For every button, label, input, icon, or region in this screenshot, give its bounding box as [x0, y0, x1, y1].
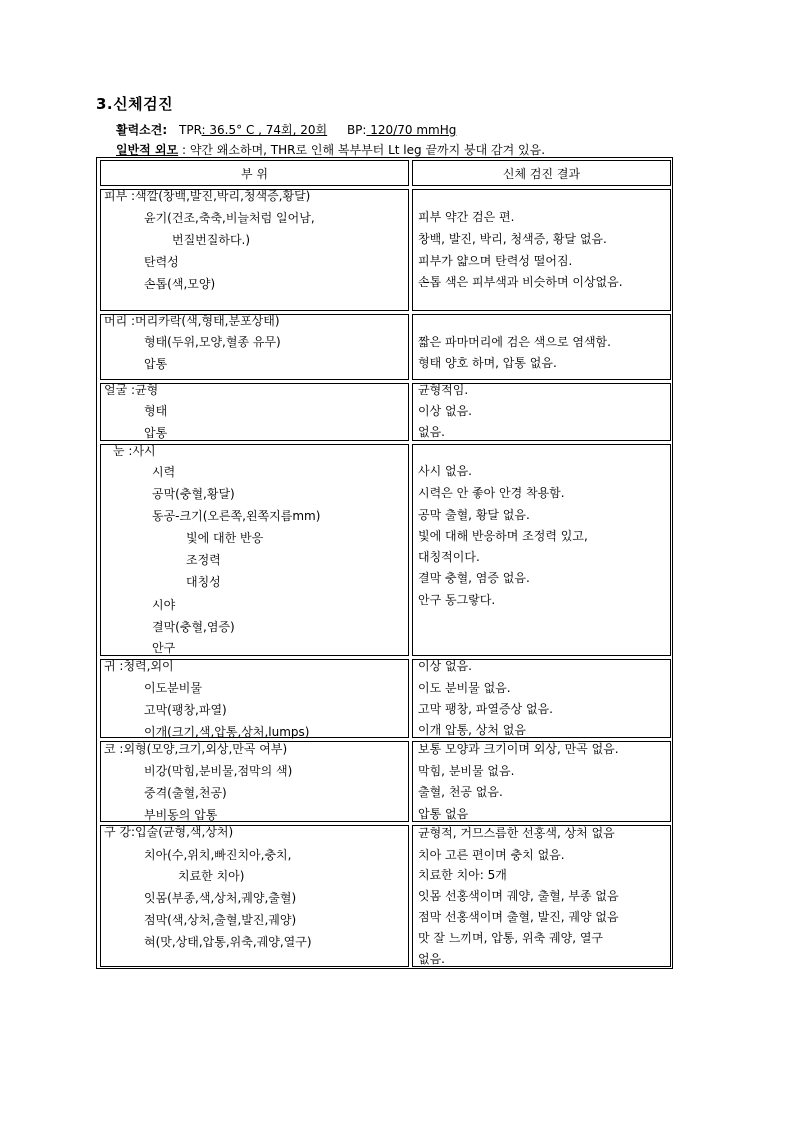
- face-left-line: 압통: [144, 426, 168, 440]
- nose-right-line: 압통 없음: [418, 807, 469, 821]
- eye-right-line: 사시 없음.: [418, 464, 472, 478]
- skin-left-line: 윤기(건조,축축,비늘처럼 일어남,: [144, 211, 315, 225]
- bp-value: 120/70 mmHg: [366, 123, 457, 137]
- head-right-line: 짧은 파마머리에 검은 색으로 염색함.: [418, 335, 611, 349]
- head-left-line: 압통: [144, 357, 168, 371]
- eye-left-line: 시야: [152, 598, 176, 612]
- nose-left-line: 코 :외형(모양,크기,외상,만곡 여부): [104, 742, 288, 756]
- skin-left-line: 피부 :색깔(창백,발진,박리,청색증,황달): [104, 189, 311, 203]
- eye-left-line: 동공-크기(오른쪽,왼쪽지름mm): [152, 509, 321, 523]
- face-right-line: 균형적임.: [418, 383, 469, 397]
- eye-left-line: 조정력: [186, 553, 221, 567]
- mouth-left-line: 치아(수,위치,빠진치아,충치,: [144, 848, 292, 862]
- head-left-line: 머리 :머리카락(색,형태,분포상태): [104, 314, 280, 328]
- ear-right-line: 이상 없음.: [418, 659, 472, 673]
- eye-left-line: 대칭성: [186, 575, 221, 589]
- head-left-line: 형태(두위,모양,혈종 유무): [144, 335, 281, 349]
- header-left: 부 위: [100, 160, 409, 186]
- eye-right-line: 공막 출혈, 황달 없음.: [418, 508, 530, 522]
- exam-table: [96, 157, 673, 969]
- eye-left-cell: [100, 444, 409, 656]
- appearance-label: 일반적 외모: [116, 143, 179, 157]
- nose-right-line: 보통 모양과 크기이며 외상, 만곡 없음.: [418, 742, 619, 756]
- header-right: 신체 검진 결과: [412, 160, 671, 186]
- eye-right-line: 안구 동그랗다.: [418, 593, 496, 607]
- nose-left-line: 중격(출혈,천공): [144, 786, 227, 800]
- skin-left-line: 손톱(색,모양): [144, 277, 216, 291]
- ear-right-line: 이도 분비물 없음.: [418, 681, 511, 695]
- vitals-label: 활력소견:: [116, 123, 168, 137]
- face-left-line: 얼굴 :균형: [104, 383, 159, 397]
- mouth-left-line: 혀(맛,상태,압통,위축,궤양,열구): [144, 935, 312, 949]
- eye-left-line: 시력: [152, 465, 176, 479]
- face-right-line: 없음.: [418, 425, 445, 439]
- eye-right-line: 빛에 대해 반응하며 조정력 있고,: [418, 529, 588, 543]
- skin-left-line: 번질번질하다.): [172, 233, 251, 247]
- mouth-left-line: 치료한 치아): [178, 869, 245, 883]
- eye-right-line: 대칭적이다.: [418, 550, 480, 564]
- mouth-right-line: 맛 잘 느끼며, 압통, 위축 궤양, 열구: [418, 931, 604, 945]
- ear-left-line: 이개(크기,색,압통,상처,lumps): [144, 725, 310, 739]
- nose-right-line: 출혈, 천공 없음.: [418, 785, 503, 799]
- mouth-right-line: 치료한 치아: 5개: [418, 868, 507, 882]
- bp-label: BP:: [346, 123, 367, 137]
- head-right-line: 형태 양호 하며, 압통 없음.: [418, 356, 557, 370]
- eye-left-line: 안구: [152, 641, 176, 655]
- mouth-right-line: 치아 고른 편이며 충치 없음.: [418, 848, 565, 862]
- eye-left-line: 결막(충혈,염증): [152, 620, 235, 634]
- ear-left-line: 이도분비물: [144, 681, 202, 695]
- eye-left-line: 공막(충혈,황달): [152, 487, 235, 501]
- ear-left-line: 고막(팽창,파열): [144, 703, 227, 717]
- ear-right-line: 이개 압통, 상처 없음: [418, 723, 526, 737]
- appearance-line: [116, 141, 545, 158]
- skin-left-line: 탄력성: [144, 255, 179, 269]
- nose-right-line: 막힘, 분비물 없음.: [418, 764, 515, 778]
- nose-left-line: 비강(막힘,분비물,점막의 색): [144, 764, 293, 778]
- face-right-line: 이상 없음.: [418, 404, 472, 418]
- skin-left-cell: [100, 189, 409, 311]
- eye-right-line: 시력은 안 좋아 안경 착용함.: [418, 486, 565, 500]
- mouth-left-line: 구 강:입술(균형,색,상처): [104, 825, 234, 839]
- skin-right-cell: [412, 189, 671, 311]
- eye-left-line: 눈 :사시: [113, 444, 156, 458]
- section-heading: 3.신체검진: [96, 95, 174, 113]
- face-left-line: 형태: [144, 404, 168, 418]
- vitals-line: [116, 121, 470, 138]
- ear-right-line: 고막 팽창, 파열증상 없음.: [418, 702, 553, 716]
- eye-left-line: 빛에 대한 반응: [186, 531, 264, 545]
- nose-left-line: 부비동의 압통: [144, 808, 218, 822]
- appearance-text: : 약간 왜소하며, THR로 인해 복부부터 Lt leg 끝까지 붕대 감겨 있음.: [178, 143, 546, 157]
- mouth-right-line: 잇몸 선홍색이며 궤양, 출혈, 부종 없음: [418, 889, 619, 903]
- ear-left-line: 귀 :청력,외이: [104, 659, 174, 673]
- mouth-right-line: 없음.: [418, 952, 445, 966]
- tpr-value: : 36.5° C , 74회, 20회: [201, 123, 328, 137]
- tpr-label: TPR: [179, 123, 202, 137]
- mouth-left-line: 점막(색,상처,출혈,발진,궤양): [144, 913, 297, 927]
- mouth-right-line: 균형적, 거므스름한 선홍색, 상처 없음: [418, 826, 615, 840]
- skin-right-line: 창백, 발진, 박리, 청색증, 황달 없음.: [418, 232, 607, 246]
- mouth-right-line: 점막 선홍색이며 출혈, 발진, 궤양 없음: [418, 910, 619, 924]
- skin-right-line: 피부가 얇으며 탄력성 떨어짐.: [418, 254, 573, 268]
- eye-right-line: 결막 충혈, 염증 없음.: [418, 571, 530, 585]
- mouth-left-line: 잇몸(부종,색,상처,궤양,출혈): [144, 891, 297, 905]
- skin-right-line: 손톱 색은 피부색과 비슷하며 이상없음.: [418, 275, 623, 289]
- skin-right-line: 피부 약간 검은 편.: [418, 210, 515, 224]
